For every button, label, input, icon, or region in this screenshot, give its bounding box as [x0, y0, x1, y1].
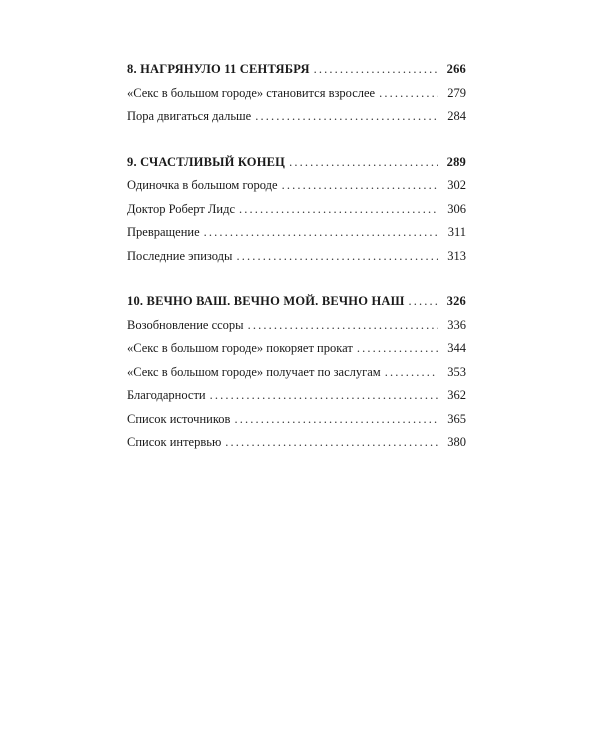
dot-leader: [314, 58, 438, 82]
dot-leader: [379, 82, 438, 106]
page-number: 302: [447, 178, 466, 192]
dot-leader: [409, 290, 438, 314]
page-number: 344: [447, 341, 466, 355]
toc-entry[interactable]: [127, 198, 466, 222]
toc-entry[interactable]: [127, 314, 466, 338]
entry-title: «Секс в большом городе» становится взрослее: [127, 85, 376, 100]
chapter-heading[interactable]: [127, 151, 466, 175]
entry-title: Доктор Роберт Лидс: [127, 201, 235, 216]
chapter-title: 10. ВЕЧНО ВАШ. ВЕЧНО МОЙ. ВЕЧНО НАШ: [127, 294, 405, 308]
toc-entry[interactable]: [127, 337, 466, 361]
entry-title: Последние эпизоды: [127, 248, 233, 263]
chapter-8: [127, 58, 466, 129]
toc-entry[interactable]: [127, 82, 466, 106]
entry-title: «Секс в большом городе» получает по заслугам: [127, 364, 381, 379]
page-number: 266: [446, 62, 466, 76]
page-number: 326: [446, 294, 466, 308]
dot-leader: [255, 105, 438, 129]
dot-leader: [234, 408, 438, 432]
entry-title: Превращение: [127, 225, 200, 239]
toc-entry[interactable]: [127, 105, 466, 129]
page-number: 353: [447, 364, 466, 379]
chapter-10: [127, 290, 466, 455]
dot-leader: [239, 198, 438, 222]
toc-entry[interactable]: [127, 384, 466, 408]
chapter-9: [127, 151, 466, 269]
page-number: 284: [447, 109, 466, 123]
page-number: 365: [447, 411, 466, 426]
entry-title: Пора двигаться дальше: [127, 109, 252, 123]
chapter-heading[interactable]: [127, 58, 466, 82]
chapter-title: 9. СЧАСТЛИВЫЙ КОНЕЦ: [127, 154, 286, 169]
entry-title: «Секс в большом городе» покоряет прокат: [127, 341, 353, 355]
dot-leader: [248, 314, 438, 338]
page-number: 279: [447, 85, 466, 100]
entry-title: Список источников: [127, 411, 231, 426]
entry-title: Возобновление ссоры: [127, 317, 244, 332]
page-number: 289: [446, 154, 466, 169]
entry-title: Список интервью: [127, 435, 222, 449]
entry-title: Одиночка в большом городе: [127, 178, 278, 192]
toc-entry[interactable]: [127, 245, 466, 269]
entry-title: Благодарности: [127, 388, 206, 402]
dot-leader: [204, 221, 438, 245]
toc-entry[interactable]: [127, 361, 466, 385]
toc-entry[interactable]: [127, 408, 466, 432]
chapter-heading[interactable]: [127, 290, 466, 314]
toc-entry[interactable]: [127, 431, 466, 455]
page-number: 380: [447, 435, 466, 449]
dot-leader: [289, 151, 438, 175]
dot-leader: [210, 384, 438, 408]
toc-entry[interactable]: [127, 174, 466, 198]
page-number: 362: [447, 388, 466, 402]
page-number: 336: [447, 317, 466, 332]
page-number: 313: [447, 248, 466, 263]
table-of-contents: [127, 58, 466, 477]
dot-leader: [225, 431, 438, 455]
chapter-title: 8. НАГРЯНУЛО 11 СЕНТЯБРЯ: [127, 62, 310, 76]
dot-leader: [282, 174, 438, 198]
dot-leader: [236, 245, 438, 269]
page-number: 306: [447, 201, 466, 216]
dot-leader: [385, 361, 438, 385]
dot-leader: [357, 337, 438, 361]
toc-entry[interactable]: [127, 221, 466, 245]
page-number: 311: [447, 225, 466, 239]
